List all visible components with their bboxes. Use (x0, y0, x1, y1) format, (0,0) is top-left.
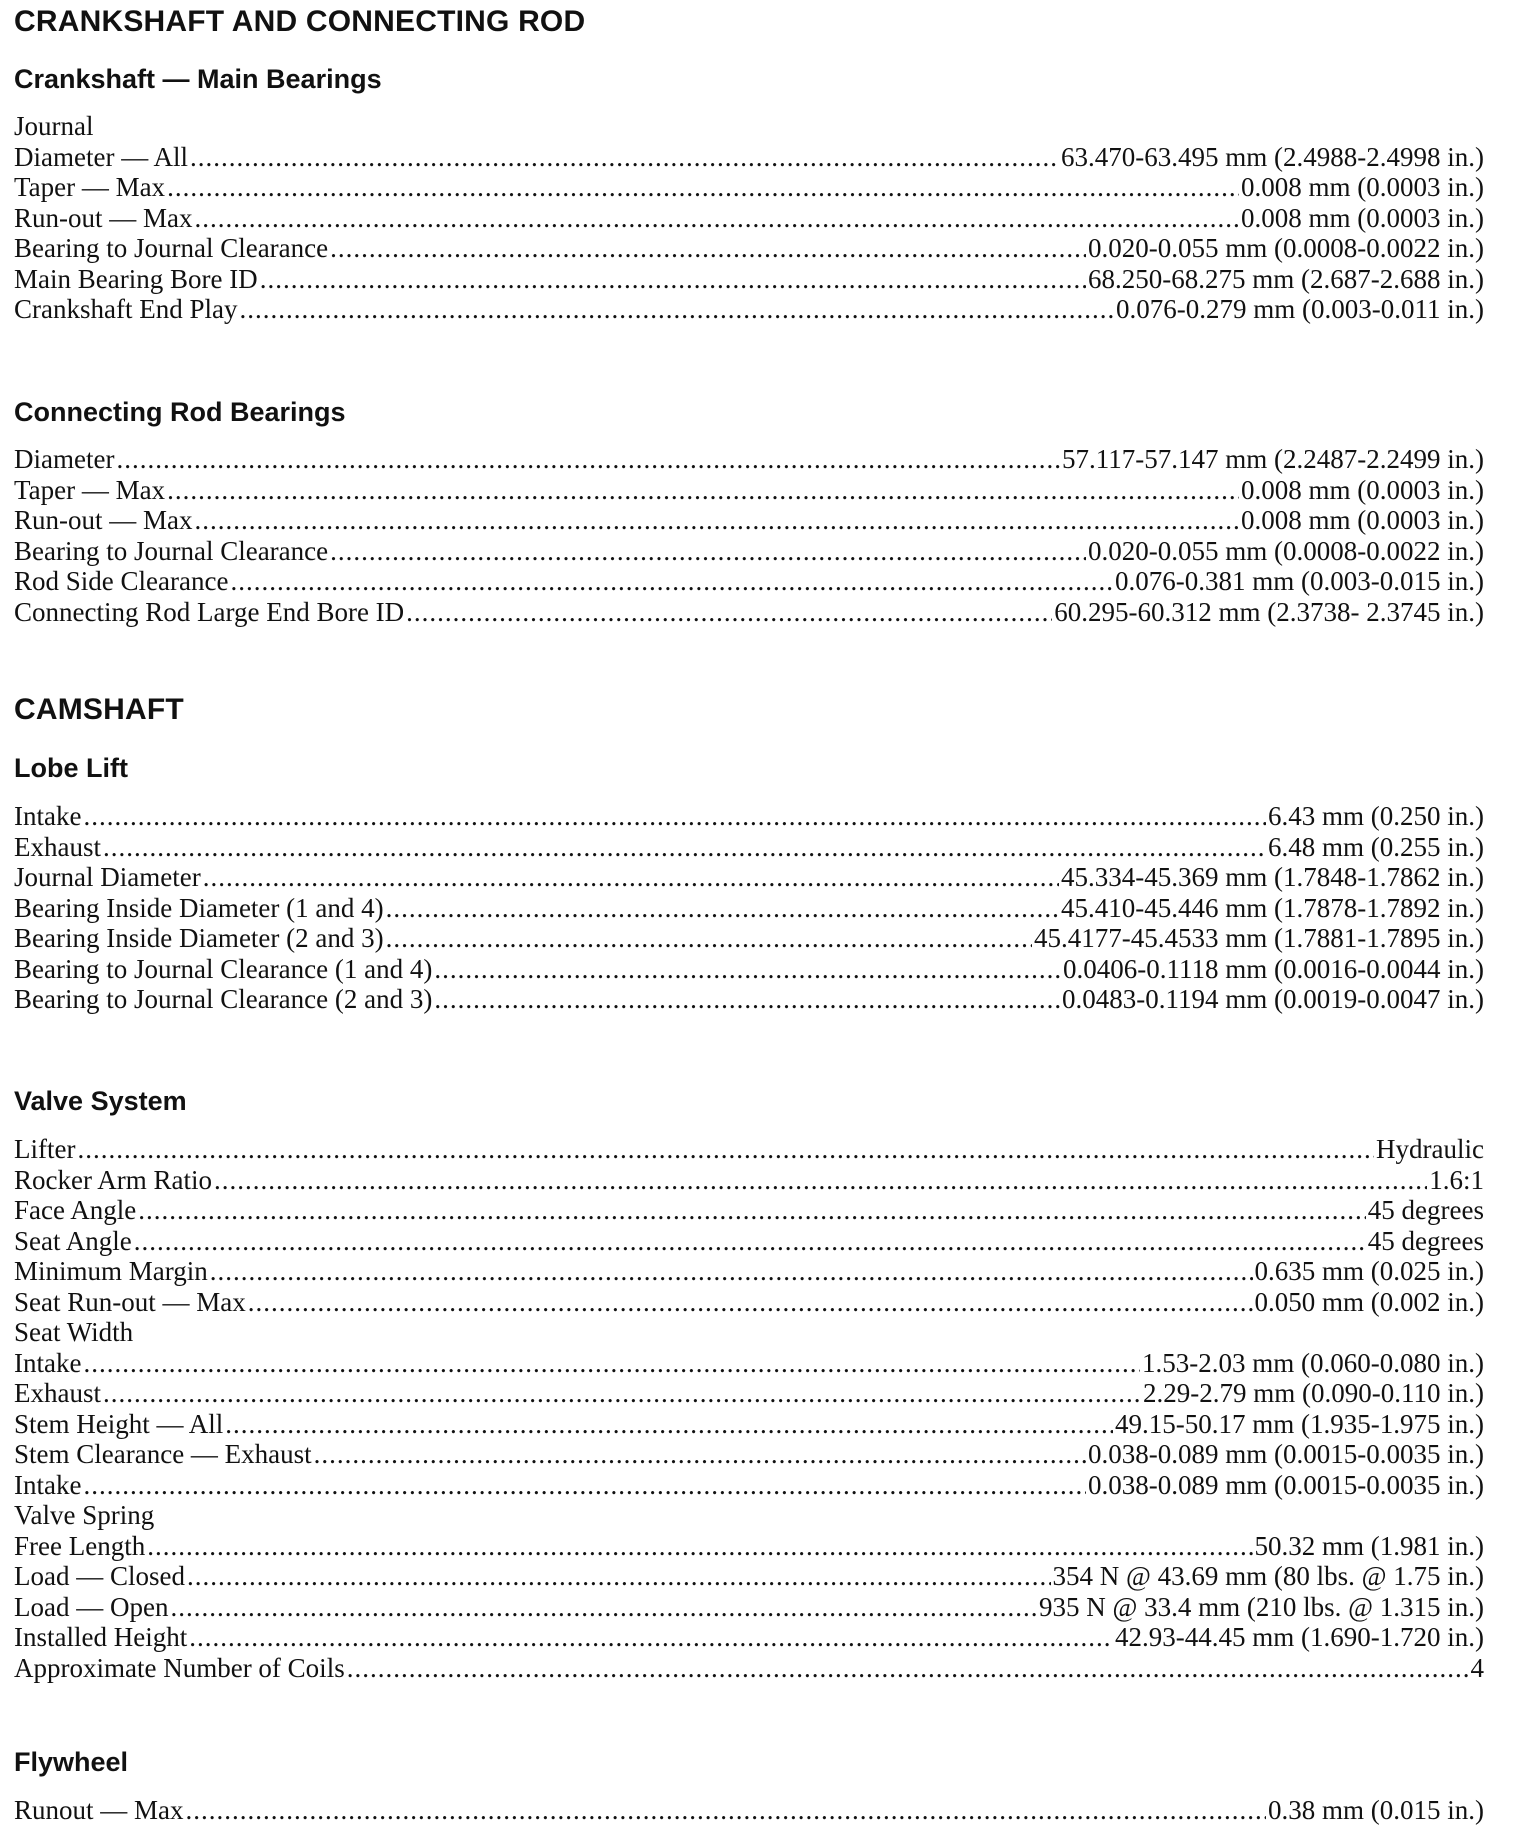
spec-label: Diameter (14, 444, 115, 474)
spec-row (14, 1531, 1484, 1562)
spec-label: Seat Run-out — Max (14, 1286, 246, 1317)
heading-valve-system: Valve System (14, 1086, 187, 1116)
dot-leader (190, 142, 1059, 173)
dot-leader (147, 1531, 1252, 1562)
spec-value: 45.334-45.369 mm (1.7848-1.7862 in.) (1061, 862, 1484, 892)
dot-leader (230, 566, 1113, 597)
spec-value: 6.48 mm (0.255 in.) (1268, 831, 1484, 862)
dot-leader (314, 1439, 1086, 1470)
spec-value: 1.53-2.03 mm (0.060-0.080 in.) (1142, 1347, 1484, 1378)
dot-leader (83, 1348, 1140, 1379)
dot-leader (83, 801, 1266, 832)
spec-label: Intake (14, 1347, 82, 1378)
spec-row (14, 893, 1484, 924)
spec-row (14, 172, 1484, 203)
section-title-camshaft: CAMSHAFT (14, 693, 184, 726)
spec-row (14, 1256, 1484, 1287)
spec-row (14, 954, 1484, 985)
spec-label: Run-out — Max (14, 202, 193, 233)
spec-row (14, 1409, 1484, 1440)
spec-value: Hydraulic (1376, 1134, 1484, 1164)
camshaft-table (14, 801, 1484, 1015)
spec-value: 0.008 mm (0.0003 in.) (1241, 172, 1484, 202)
heading-rod-bearings: Connecting Rod Bearings (14, 397, 346, 427)
spec-label: Minimum Margin (14, 1256, 208, 1286)
dot-leader (83, 1470, 1086, 1501)
spec-value: 50.32 mm (1.981 in.) (1254, 1530, 1484, 1561)
spec-value: 45 degrees (1367, 1225, 1484, 1256)
spec-value: 0.008 mm (0.0003 in.) (1241, 505, 1484, 535)
spec-value: 6.43 mm (0.250 in.) (1268, 801, 1484, 831)
spec-row (14, 832, 1484, 863)
spec-row (14, 505, 1484, 536)
spec-row (14, 1165, 1484, 1196)
spec-row (14, 1795, 1484, 1826)
spec-value: 4 (1470, 1652, 1484, 1683)
dot-leader (434, 984, 1060, 1015)
spec-value: 2.29-2.79 mm (0.090-0.110 in.) (1143, 1378, 1484, 1408)
spec-label: Connecting Rod Large End Bore ID (14, 596, 405, 627)
spec-row (14, 597, 1484, 628)
dot-leader (210, 1256, 1253, 1287)
dot-leader (134, 1226, 1366, 1257)
spec-value: 42.93-44.45 mm (1.690-1.720 in.) (1115, 1622, 1484, 1652)
spec-value: 0.020-0.055 mm (0.0008-0.0022 in.) (1088, 233, 1484, 263)
spec-value: 0.076-0.279 mm (0.003-0.011 in.) (1116, 294, 1484, 324)
dot-leader (186, 1795, 1266, 1826)
spec-label: Intake (14, 801, 82, 831)
spec-label: Stem Height — All (14, 1408, 224, 1439)
spec-value: 354 N @ 43.69 mm (80 lbs. @ 1.75 in.) (1052, 1561, 1484, 1591)
spec-row (14, 1592, 1484, 1623)
spec-row (14, 475, 1484, 506)
spec-label: Free Length (14, 1530, 146, 1561)
spec-label: Taper — Max (14, 474, 166, 505)
dot-leader (187, 1561, 1051, 1592)
dot-leader (260, 264, 1086, 295)
spec-label: Bearing to Journal Clearance (2 and 3) (14, 984, 433, 1014)
spec-label: Load — Open (14, 1591, 169, 1622)
spec-label: Journal Diameter (14, 862, 201, 892)
dot-leader (330, 536, 1086, 567)
flywheel-table (14, 1795, 1484, 1826)
spec-value: 0.050 mm (0.002 in.) (1254, 1286, 1484, 1317)
spec-label: Load — Closed (14, 1561, 185, 1591)
dot-leader (406, 597, 1052, 628)
spec-row (14, 1134, 1484, 1165)
heading-main-bearings: Crankshaft — Main Bearings (14, 64, 382, 94)
spec-row (14, 1378, 1484, 1409)
dot-leader (103, 832, 1266, 863)
dot-leader (116, 444, 1060, 475)
spec-label: Taper — Max (14, 172, 166, 202)
spec-label: Crankshaft End Play (14, 294, 238, 324)
spec-row (14, 264, 1484, 295)
rod-bearings-table (14, 444, 1484, 627)
spec-row (14, 1470, 1484, 1501)
dot-leader (195, 203, 1240, 234)
spec-label: Exhaust (14, 1378, 101, 1408)
spec-value: 0.635 mm (0.025 in.) (1254, 1256, 1484, 1286)
spec-label: Intake (14, 1469, 82, 1500)
spec-label: Runout — Max (14, 1795, 184, 1825)
spec-value: 45 degrees (1367, 1195, 1484, 1225)
spec-row (14, 1226, 1484, 1257)
spec-value: 57.117-57.147 mm (2.2487-2.2499 in.) (1062, 444, 1484, 474)
dot-leader (225, 1409, 1113, 1440)
dot-leader (434, 954, 1061, 985)
dot-leader (248, 1287, 1253, 1318)
dot-leader (203, 862, 1059, 893)
spec-label: Lifter (14, 1134, 76, 1164)
spec-row (14, 142, 1484, 173)
spec-row (14, 444, 1484, 475)
journal-subheading: Journal (14, 111, 94, 141)
spec-value: 1.6:1 (1429, 1164, 1484, 1195)
spec-value: 0.0406-0.1118 mm (0.0016-0.0044 in.) (1063, 953, 1484, 984)
spec-value: 0.076-0.381 mm (0.003-0.015 in.) (1115, 566, 1484, 596)
spec-value: 0.008 mm (0.0003 in.) (1241, 202, 1484, 233)
spec-row (14, 1195, 1484, 1226)
spec-label: Bearing to Journal Clearance (14, 535, 329, 566)
spec-row (14, 1287, 1484, 1318)
spec-value: 60.295-60.312 mm (2.3738- 2.3745 in.) (1054, 596, 1484, 627)
spec-row (14, 566, 1484, 597)
dot-leader (214, 1165, 1427, 1196)
spec-row (14, 1561, 1484, 1592)
spec-value: 63.470-63.495 mm (2.4988-2.4998 in.) (1061, 141, 1484, 172)
spec-value: 0.038-0.089 mm (0.0015-0.0035 in.) (1088, 1469, 1484, 1500)
spec-row (14, 294, 1484, 325)
spec-value: 0.008 mm (0.0003 in.) (1241, 474, 1484, 505)
heading-flywheel: Flywheel (14, 1747, 129, 1777)
dot-leader (386, 893, 1059, 924)
spec-value: 0.038-0.089 mm (0.0015-0.0035 in.) (1088, 1439, 1484, 1469)
spec-value: 935 N @ 33.4 mm (210 lbs. @ 1.315 in.) (1039, 1591, 1484, 1622)
dot-leader (195, 505, 1240, 536)
valve-spring-subheading: Valve Spring (14, 1500, 155, 1530)
dot-leader (138, 1195, 1366, 1226)
spec-row (14, 1653, 1484, 1684)
spec-label: Seat Angle (14, 1225, 132, 1256)
spec-label: Exhaust (14, 831, 101, 862)
spec-label: Approximate Number of Coils (14, 1652, 345, 1683)
spec-row (14, 1439, 1484, 1470)
spec-label: Bearing to Journal Clearance (14, 233, 329, 263)
valve-system-table (14, 1134, 1484, 1683)
spec-value: 68.250-68.275 mm (2.687-2.688 in.) (1088, 263, 1484, 294)
dot-leader (77, 1134, 1374, 1165)
spec-row (14, 1348, 1484, 1379)
spec-label: Stem Clearance — Exhaust (14, 1439, 312, 1469)
spec-label: Diameter — All (14, 141, 188, 172)
spec-row (14, 1622, 1484, 1653)
spec-label: Bearing Inside Diameter (1 and 4) (14, 892, 384, 923)
dot-leader (239, 294, 1114, 325)
spec-label: Rocker Arm Ratio (14, 1164, 212, 1195)
spec-label: Bearing to Journal Clearance (1 and 4) (14, 953, 433, 984)
spec-label: Main Bearing Bore ID (14, 263, 258, 294)
spec-label: Face Angle (14, 1195, 137, 1225)
dot-leader (167, 475, 1239, 506)
dot-leader (167, 172, 1239, 203)
spec-row (14, 536, 1484, 567)
dot-leader (386, 923, 1032, 954)
main-bearings-table (14, 111, 1484, 325)
spec-value: 45.4177-45.4533 mm (1.7881-1.7895 in.) (1034, 923, 1484, 953)
dot-leader (347, 1653, 1469, 1684)
dot-leader (103, 1378, 1141, 1409)
spec-value: 0.38 mm (0.015 in.) (1268, 1795, 1484, 1825)
spec-row (14, 203, 1484, 234)
spec-value: 45.410-45.446 mm (1.7878-1.7892 in.) (1061, 892, 1484, 923)
spec-label: Installed Height (14, 1622, 188, 1652)
seat-width-subheading: Seat Width (14, 1317, 134, 1347)
spec-label: Bearing Inside Diameter (2 and 3) (14, 923, 384, 953)
spec-row (14, 923, 1484, 954)
spec-row (14, 801, 1484, 832)
heading-lobe-lift: Lobe Lift (14, 753, 128, 783)
spec-label: Run-out — Max (14, 505, 193, 535)
spec-value: 49.15-50.17 mm (1.935-1.975 in.) (1115, 1408, 1484, 1439)
spec-value: 0.020-0.055 mm (0.0008-0.0022 in.) (1088, 535, 1484, 566)
dot-leader (170, 1592, 1037, 1623)
spec-row (14, 984, 1484, 1015)
spec-row (14, 862, 1484, 893)
spec-row (14, 233, 1484, 264)
section-title-crankshaft: CRANKSHAFT AND CONNECTING ROD (14, 5, 586, 38)
dot-leader (330, 233, 1086, 264)
dot-leader (189, 1622, 1113, 1653)
spec-label: Rod Side Clearance (14, 566, 229, 596)
spec-value: 0.0483-0.1194 mm (0.0019-0.0047 in.) (1062, 984, 1484, 1014)
